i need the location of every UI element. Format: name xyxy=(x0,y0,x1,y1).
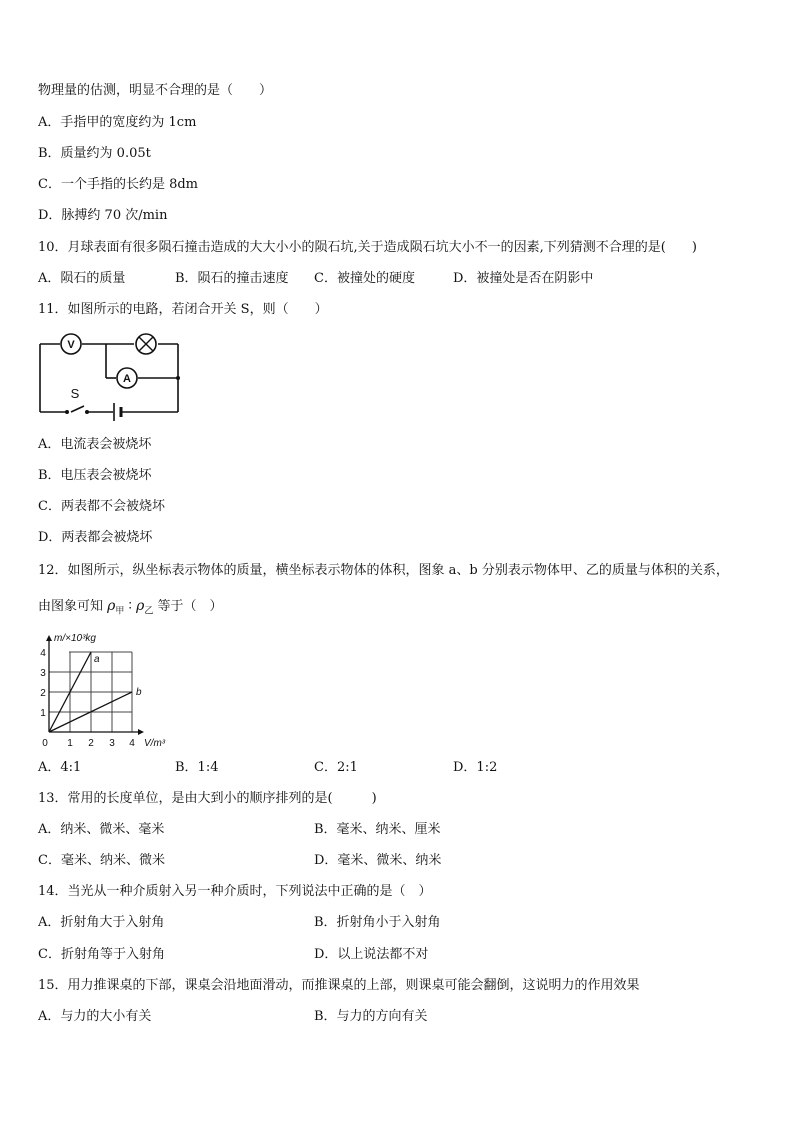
q9-option-d: D．脉搏约 70 次/min xyxy=(38,208,168,223)
graph-grid xyxy=(49,652,132,732)
q13-option-c: C．毫米、纳米、微米 xyxy=(38,853,165,868)
q11-option-d: D．两表都会被烧坏 xyxy=(38,530,153,545)
q15-stem: 15．用力推课桌的下部，课桌会沿地面滑动，而推课桌的上部，则课桌可能会翻倒，这说明力的作用效果 xyxy=(38,978,640,993)
voltmeter-label: V xyxy=(67,339,75,351)
switch-label: S xyxy=(70,386,80,401)
rho-subscript-1: 甲 xyxy=(115,606,125,617)
battery-icon xyxy=(114,403,121,421)
q9-stem: 物理量的估测，明显不合理的是（ ） xyxy=(38,83,273,98)
rho-symbol-1: ρ xyxy=(107,598,116,614)
q12-option-c: C．2:1 xyxy=(314,760,358,775)
q11-option-a: A．电流表会被烧坏 xyxy=(38,437,152,452)
junction-dot xyxy=(176,376,180,380)
q11-stem: 11．如图所示的电路，若闭合开关 S，则（ ） xyxy=(38,302,328,317)
q11-option-b: B．电压表会被烧坏 xyxy=(38,468,152,483)
ytick-1: 1 xyxy=(40,708,46,719)
q12-stem2-suffix: 等于（ ） xyxy=(157,599,223,614)
q14-option-c: C．折射角等于入射角 xyxy=(38,947,165,962)
q14-option-a: A．折射角大于入射角 xyxy=(38,915,165,930)
graph-ylabel: m/×10³kg xyxy=(54,633,96,644)
switch-contact-left xyxy=(65,410,69,414)
q14-option-d: D．以上说法都不对 xyxy=(314,947,429,962)
q15-option-a: A．与力的大小有关 xyxy=(38,1009,152,1024)
xtick-3: 3 xyxy=(109,738,115,749)
q9-option-a: A．手指甲的宽度约为 1cm xyxy=(38,115,197,130)
switch-contact-right xyxy=(85,410,89,414)
q10-option-c: C．被撞处的硬度 xyxy=(314,271,415,286)
q13-option-a: A．纳米、微米、毫米 xyxy=(38,822,165,837)
q15-option-b: B．与力的方向有关 xyxy=(314,1009,428,1024)
line-b-label: b xyxy=(136,687,142,698)
xtick-4: 4 xyxy=(129,738,135,749)
lamp-icon xyxy=(136,334,156,354)
ytick-4: 4 xyxy=(40,648,46,659)
q13-option-d: D．毫米、微米、纳米 xyxy=(314,853,442,868)
line-a-label: a xyxy=(94,654,100,665)
ratio-separator: ∶ xyxy=(128,599,132,614)
q12-option-d: D．1:2 xyxy=(453,760,498,775)
q10-option-b: B．陨石的撞击速度 xyxy=(175,271,289,286)
q12-option-b: B．1:4 xyxy=(175,760,219,775)
xtick-1: 1 xyxy=(67,738,73,749)
rho-symbol-2: ρ xyxy=(136,598,145,614)
ammeter-label: A xyxy=(123,373,131,385)
q10-stem: 10．月球表面有很多陨石撞击造成的大大小小的陨石坑,关于造成陨石坑大小不一的因素,下列猜测不合理的是( ) xyxy=(38,240,697,255)
graph-axes xyxy=(46,635,144,735)
q11-circuit-diagram xyxy=(36,330,186,425)
ytick-3: 3 xyxy=(40,668,46,679)
q13-stem: 13．常用的长度单位，是由大到小的顺序排列的是( ) xyxy=(38,791,377,806)
graph-xlabel: V/m³ xyxy=(144,738,166,749)
q12-stem2-prefix: 由图象可知 xyxy=(38,599,104,614)
q14-option-b: B．折射角小于入射角 xyxy=(314,915,441,930)
q13-option-b: B．毫米、纳米、厘米 xyxy=(314,822,441,837)
q9-option-b: B．质量约为 0.05t xyxy=(38,146,151,161)
q12-stem-line2 xyxy=(38,598,222,620)
q12-mass-volume-graph xyxy=(30,630,180,752)
q9-option-c: C．一个手指的长约是 8dm xyxy=(38,177,198,192)
graph-origin-label: 0 xyxy=(42,738,48,749)
xtick-2: 2 xyxy=(88,738,94,749)
ytick-2: 2 xyxy=(40,688,46,699)
q11-option-c: C．两表都不会被烧坏 xyxy=(38,499,165,514)
rho-subscript-2: 乙 xyxy=(144,606,154,617)
q10-option-d: D．被撞处是否在阴影中 xyxy=(453,271,594,286)
q10-option-a: A．陨石的质量 xyxy=(38,271,126,286)
q12-stem: 12．如图所示，纵坐标表示物体的质量，横坐标表示物体的体积，图象 a、b 分别表示物体甲、乙的质量与体积的关系， xyxy=(38,563,729,578)
q12-option-a: A．4:1 xyxy=(38,760,82,775)
q14-stem: 14．当光从一种介质射入另一种介质时，下列说法中正确的是（ ） xyxy=(38,884,432,899)
